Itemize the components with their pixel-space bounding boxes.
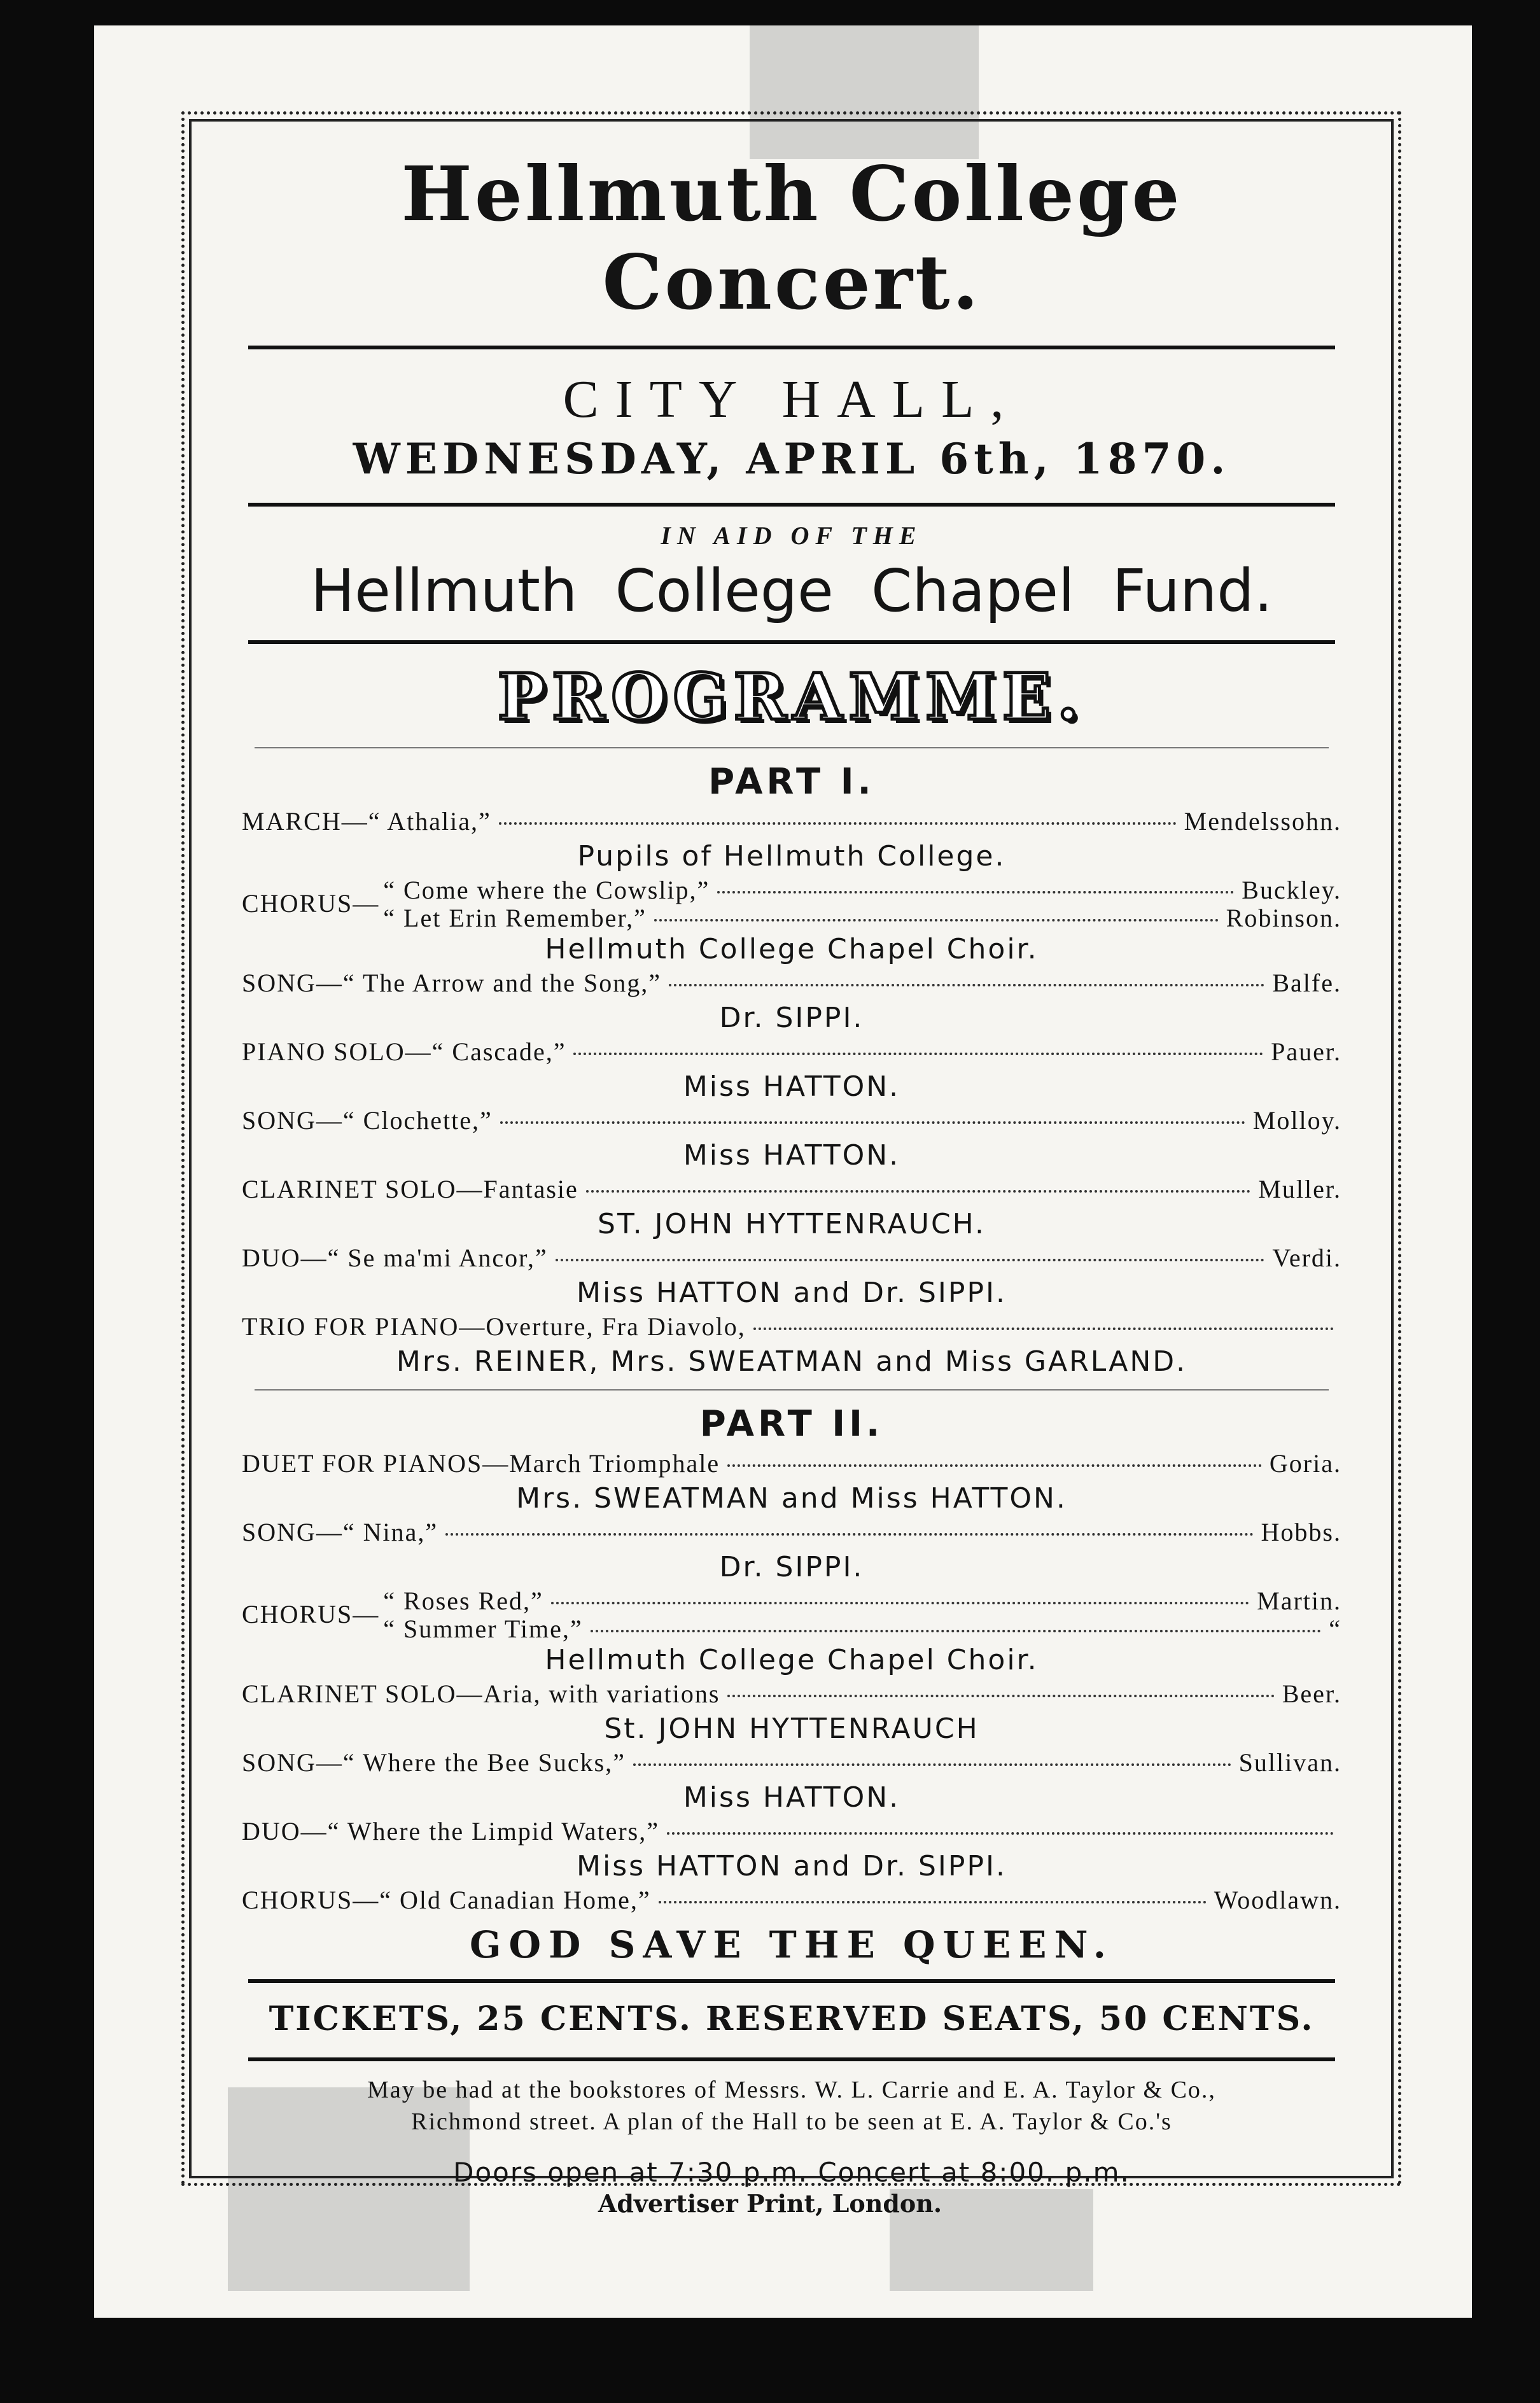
composer-name: Mendelssohn. xyxy=(1184,807,1341,836)
programme-row xyxy=(242,806,1341,838)
piece-title: DUO—“ Where the Limpid Waters,” xyxy=(242,1817,660,1846)
dotted-leader xyxy=(717,891,1234,893)
performer-name: Miss HATTON. xyxy=(683,1781,900,1814)
performer-name: Hellmuth College Chapel Choir. xyxy=(545,933,1039,965)
part-two-list xyxy=(235,1448,1348,1917)
divider xyxy=(248,503,1335,507)
dotted-leader xyxy=(445,1533,1253,1536)
performer-name: Dr. SIPPI. xyxy=(719,1002,864,1034)
dotted-leader xyxy=(551,1602,1249,1604)
dotted-leader xyxy=(633,1763,1231,1766)
piece-title: SONG—“ Nina,” xyxy=(242,1518,438,1546)
availability-line: Richmond street. A plan of the Hall to be seen at E. A. Taylor & Co.'s xyxy=(411,2108,1172,2135)
concert-title: Hellmuth College Concert. xyxy=(401,150,1182,326)
performer-name: Hellmuth College Chapel Choir. xyxy=(545,1644,1039,1676)
piece-title: CHORUS—“ Old Canadian Home,” xyxy=(242,1886,651,1914)
divider xyxy=(255,747,1329,748)
piece-title: “ Come where the Cowslip,” xyxy=(383,876,710,904)
in-aid-label: IN AID OF THE xyxy=(661,521,923,550)
composer-name: “ xyxy=(1329,1615,1341,1643)
programme-row xyxy=(242,1037,1341,1068)
composer-name: Sullivan. xyxy=(1238,1748,1341,1777)
composer-name: Beer. xyxy=(1282,1679,1341,1708)
chorus-group xyxy=(242,1586,1341,1642)
dotted-leader xyxy=(573,1053,1263,1055)
piece-title: CLARINET SOLO—Fantasie xyxy=(242,1175,578,1203)
piece-title: SONG—“ The Arrow and the Song,” xyxy=(242,969,661,997)
dotted-leader xyxy=(586,1190,1251,1193)
printer-credit: Advertiser Print, London. xyxy=(598,2189,942,2218)
dotted-leader xyxy=(727,1464,1262,1467)
composer-name: Buckley. xyxy=(1242,876,1341,904)
concert-date: WEDNESDAY, APRIL 6th, 1870. xyxy=(353,434,1231,484)
divider xyxy=(248,1979,1335,1983)
programme-row xyxy=(242,1243,1341,1275)
chorus-lines xyxy=(383,1586,1341,1642)
performer-name: St. JOHN HYTTENRAUCH xyxy=(604,1713,979,1745)
piece-title: “ Let Erin Remember,” xyxy=(383,904,647,932)
programme-row xyxy=(242,1679,1341,1711)
performer-name: Dr. SIPPI. xyxy=(719,1551,864,1583)
programme-row xyxy=(242,968,1341,1000)
piece-title: “ Roses Red,” xyxy=(383,1587,543,1615)
performer-name: Mrs. SWEATMAN and Miss HATTON. xyxy=(516,1482,1067,1515)
programme-row xyxy=(383,1586,1341,1614)
composer-name: Hobbs. xyxy=(1261,1518,1341,1546)
divider xyxy=(248,346,1335,349)
dotted-leader xyxy=(591,1630,1322,1632)
performer-name: Pupils of Hellmuth College. xyxy=(577,840,1006,872)
composer-name: Martin. xyxy=(1257,1587,1341,1615)
composer-name: Balfe. xyxy=(1272,969,1341,997)
chorus-lines xyxy=(383,875,1341,931)
programme-row xyxy=(383,875,1341,903)
availability-line: May be had at the bookstores of Messrs. W. L. Carrie and E. A. Taylor & Co., xyxy=(367,2077,1216,2103)
piece-title: DUET FOR PIANOS—March Triomphale xyxy=(242,1449,720,1478)
programme-row xyxy=(383,903,1341,931)
programme-row xyxy=(242,1885,1341,1917)
piece-title: SONG—“ Clochette,” xyxy=(242,1106,493,1135)
piece-title: PIANO SOLO—“ Cascade,” xyxy=(242,1037,566,1066)
availability-note xyxy=(235,2074,1348,2138)
programme-row xyxy=(242,1748,1341,1779)
performer-name: Miss HATTON and Dr. SIPPI. xyxy=(577,1850,1007,1882)
closing-anthem: GOD SAVE THE QUEEN. xyxy=(470,1923,1114,1966)
composer-name: Pauer. xyxy=(1271,1037,1341,1066)
piece-title: TRIO FOR PIANO—Overture, Fra Diavolo, xyxy=(242,1312,746,1341)
composer-name: Molloy. xyxy=(1252,1106,1341,1135)
chorus-label: CHORUS— xyxy=(242,1599,380,1629)
programme-row xyxy=(242,1105,1341,1137)
dotted-leader xyxy=(727,1695,1274,1697)
programme-row xyxy=(242,1312,1341,1343)
dotted-leader xyxy=(500,1121,1245,1124)
dotted-leader xyxy=(667,1832,1334,1835)
dotted-leader xyxy=(499,822,1177,825)
part-one-heading: PART I. xyxy=(708,761,875,802)
programme-row xyxy=(242,1174,1341,1206)
performer-name: Miss HATTON. xyxy=(683,1070,900,1103)
composer-name: Muller. xyxy=(1258,1175,1341,1203)
programme-row xyxy=(383,1614,1341,1642)
programme-row xyxy=(242,1448,1341,1480)
piece-title: SONG—“ Where the Bee Sucks,” xyxy=(242,1748,626,1777)
dotted-leader xyxy=(654,919,1219,921)
divider xyxy=(248,640,1335,644)
piece-title: DUO—“ Se ma'mi Ancor,” xyxy=(242,1244,548,1272)
divider xyxy=(248,2057,1335,2061)
programme-row xyxy=(242,1816,1341,1848)
composer-name: Robinson. xyxy=(1226,904,1341,932)
piece-title: “ Summer Time,” xyxy=(383,1615,583,1643)
dotted-leader xyxy=(556,1259,1265,1261)
programme-content xyxy=(191,124,1392,2188)
part-two-heading: PART II. xyxy=(699,1403,884,1445)
piece-title: CLARINET SOLO—Aria, with variations xyxy=(242,1679,720,1708)
performer-name: Miss HATTON and Dr. SIPPI. xyxy=(577,1277,1007,1309)
performer-name: Mrs. REINER, Mrs. SWEATMAN and Miss GARLAND. xyxy=(396,1345,1187,1378)
ticket-prices: TICKETS, 25 CENTS. RESERVED SEATS, 50 CENTS. xyxy=(269,2000,1315,2038)
composer-name: Verdi. xyxy=(1272,1244,1341,1272)
fund-name: Hellmuth College Chapel Fund. xyxy=(311,557,1273,625)
divider xyxy=(255,1389,1329,1391)
chorus-group xyxy=(242,875,1341,931)
venue: CITY HALL, xyxy=(563,370,1021,429)
piece-title: MARCH—“ Athalia,” xyxy=(242,807,491,836)
chorus-label: CHORUS— xyxy=(242,888,380,918)
performer-name: ST. JOHN HYTTENRAUCH. xyxy=(598,1208,986,1240)
dotted-leader xyxy=(753,1328,1334,1330)
dotted-leader xyxy=(669,984,1264,986)
programme-heading: PROGRAMME. xyxy=(498,659,1086,734)
composer-name: Goria. xyxy=(1269,1449,1341,1478)
part-one-list xyxy=(235,806,1348,1380)
composer-name: Woodlawn. xyxy=(1214,1886,1341,1914)
door-times: Doors open at 7:30 p.m. Concert at 8:00. p.m. xyxy=(453,2157,1130,2188)
performer-name: Miss HATTON. xyxy=(683,1139,900,1172)
dotted-leader xyxy=(659,1901,1207,1903)
programme-row xyxy=(242,1517,1341,1549)
